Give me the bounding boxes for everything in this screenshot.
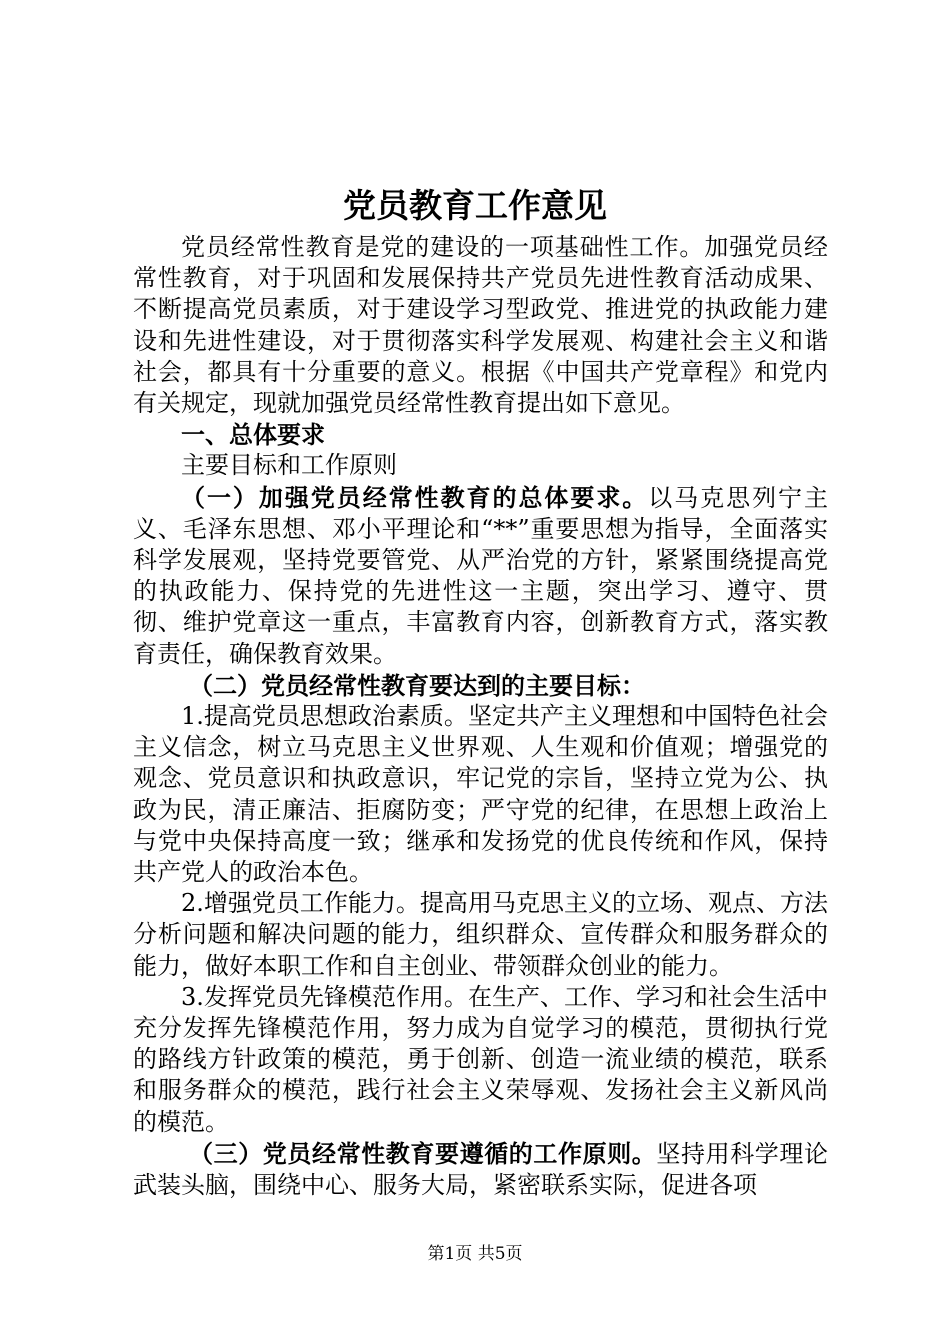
goal-item-1: 1.提高党员思想政治素质。坚定共产主义理想和中国特色社会主义信念，树立马克思主义世界观、人生观和价值观；增强党的观念、党员意识和执政意识，牢记党的宗旨，坚持立党为公、执政为民，清正廉洁、拒腐防变；严守党的纪律，在思想上政治上与党中央保持高度一致；继承和发扬党的优良传统和作风，保持共产党人的政治本色。 xyxy=(133,702,828,887)
section-subheading: 主要目标和工作原则 xyxy=(181,451,397,480)
section-1-heading: （一）加强党员经常性教育的总体要求。 xyxy=(181,482,649,512)
goal-item-3: 3.发挥党员先锋模范作用。在生产、工作、学习和社会生活中充分发挥先锋模范作用，努力成为自觉学习的模范，贯彻执行党的路线方针政策的模范，勇于创新、创造一流业绩的模范，联系和服务群众的模范，践行社会主义荣辱观、发扬社会主义新风尚的模范。 xyxy=(133,982,828,1136)
section-3-paragraph xyxy=(133,1138,828,1201)
section-2-heading: （二）党员经常性教育要达到的主要目标： xyxy=(189,670,645,700)
intro-paragraph: 党员经常性教育是党的建设的一项基础性工作。加强党员经常性教育，对于巩固和发展保持共产党员先进性教育活动成果、不断提高党员素质，对于建设学习型政党、推进党的执政能力建设和先进性建设，对于贯彻落实科学发展观、构建社会主义和谐社会，都具有十分重要的意义。根据《中国共产党章程》和党内有关规定，现就加强党员经常性教育提出如下意见。 xyxy=(133,233,828,418)
section-3-body: 坚持用科学理论武装头脑，围绕中心、服务大局，紧密联系实际，促进各项 xyxy=(133,1139,829,1200)
document-body xyxy=(133,232,828,1201)
section-heading-1: 一、总体要求 xyxy=(181,420,325,450)
document-title: 党员教育工作意见 xyxy=(343,186,607,225)
section-1-paragraph xyxy=(133,482,828,670)
goal-item-2: 2.增强党员工作能力。提高用马克思主义的立场、观点、方法分析问题和解决问题的能力，组织群众、宣传群众和服务群众的能力，做好本职工作和自主创业、带领群众创业的能力。 xyxy=(133,889,828,980)
section-1-body: 以马克思列宁主义、毛泽东思想、邓小平理论和“**”重要思想为指导，全面落实科学发展观，坚持党要管党、从严治党的方针，紧紧围绕提高党的执政能力、保持党的先进性这一主题，突出学习、遵守、贯彻、维护党章这一重点，丰富教育内容，创新教育方式，落实教育责任，确保教育效果。 xyxy=(133,483,828,668)
page-footer: 第1页 共5页 xyxy=(427,1244,523,1264)
section-3-heading: （三）党员经常性教育要遵循的工作原则。 xyxy=(189,1138,657,1168)
